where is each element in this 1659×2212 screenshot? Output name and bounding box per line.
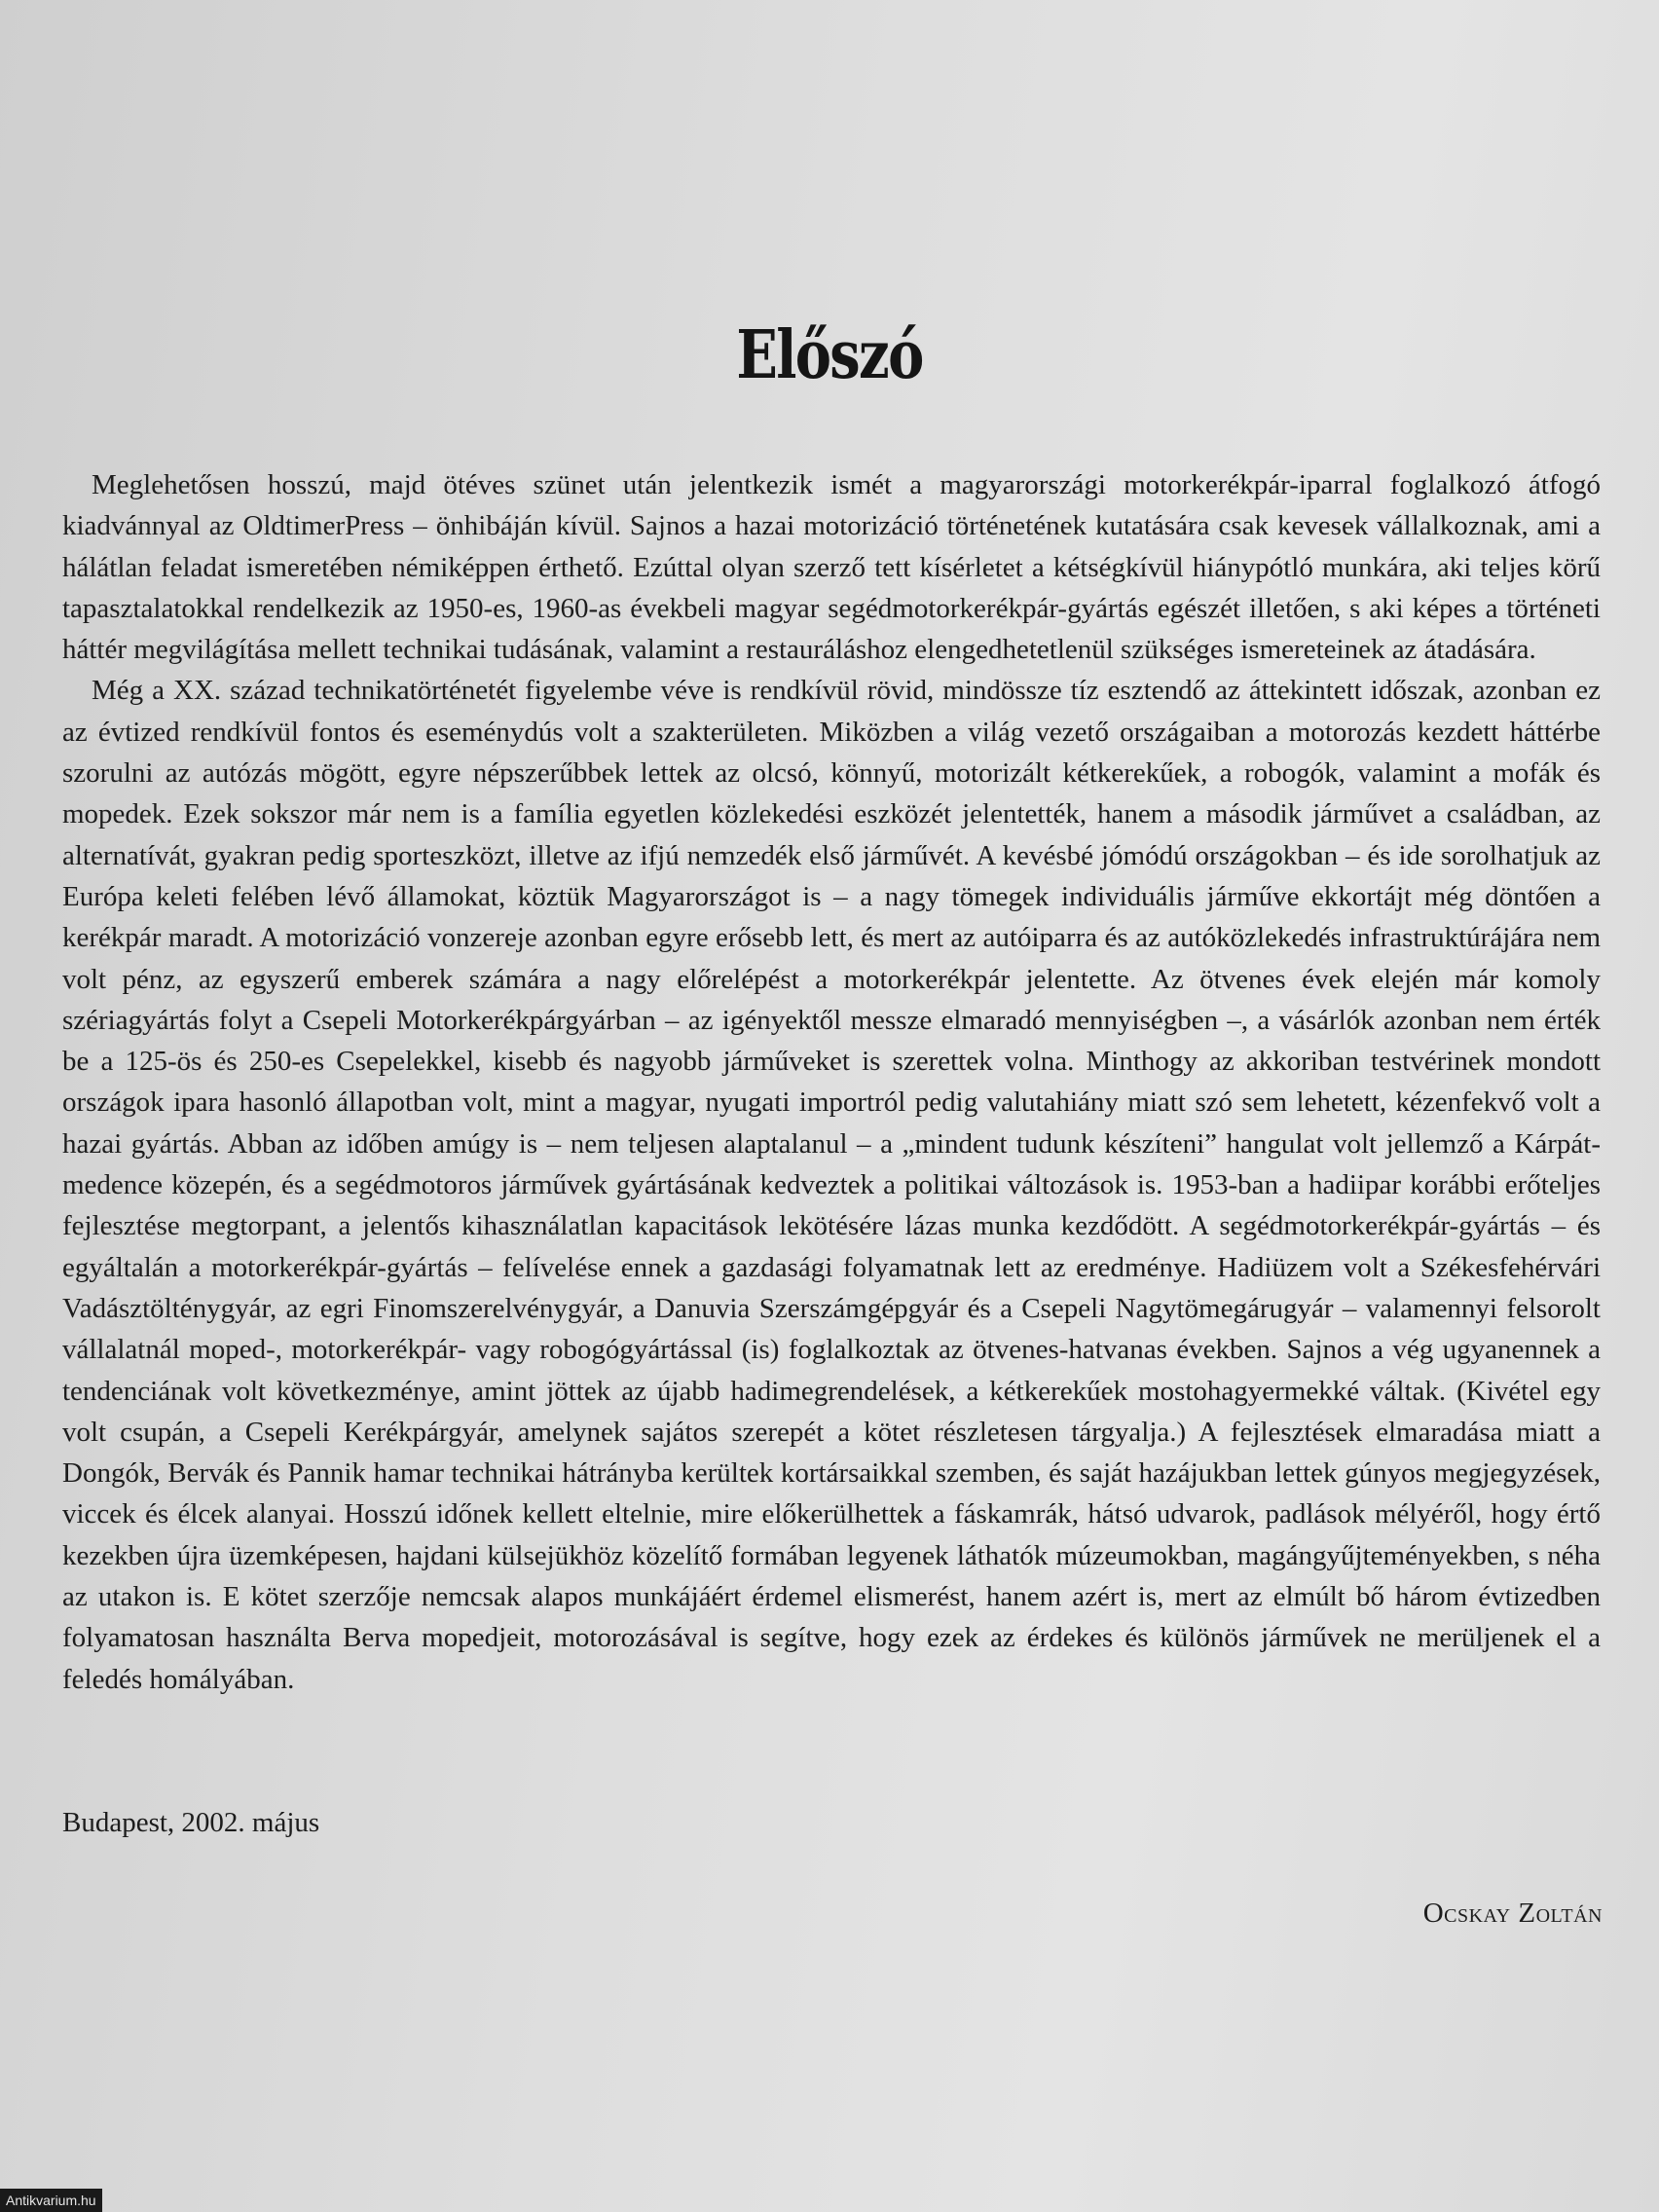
foreword-body	[62, 464, 1601, 1700]
paragraph-2: Még a XX. század technikatörténetét figyelembe véve is rendkívül rövid, mindössze tíz esztendő az áttekintett időszak, azonban ez az évtized rendkívül fontos és eseménydús volt a szakterületen. Miközben a világ vezető országaiban a motorozás kezdett háttérbe szorulni az autózás mögött, egyre népszerűbbek lettek az olcsó, könnyű, motorizált kétkerekűek, a robogók, valamint a mofák és mopedek. Ezek sokszor már nem is a família egyetlen közlekedési eszközét jelentették, hanem a második járművet a családban, az alternatívát, gyakran pedig sporteszközt, illetve az ifjú nemzedék első járművét. A kevésbé jómódú országokban – és ide sorolhatjuk az Európa keleti felében lévő államokat, köztük Magyarországot is – a nagy tömegek individuális járműve ekkortájt még döntően a kerékpár maradt. A motorizáció vonzereje azonban egyre erősebb lett, és mert az autóiparra és az autóközlekedés infrastruktúrájára nem volt pénz, az egyszerű emberek számára a nagy előrelépést a motorkerékpár jelentette. Az ötvenes évek elején már komoly szériagyártás folyt a Csepeli Motorkerékpárgyárban – az igényektől messze elmaradó mennyiségben –, a vásárlók azonban nem érték be a 125-ös és 250-es Csepelekkel, kisebb és nagyobb járműveket is szerettek volna. Minthogy az akkoriban testvérinek mondott országok ipara hasonló állapotban volt, mint a magyar, nyugati importról pedig valutahiány miatt szó sem lehetett, kézenfekvő volt a hazai gyártás. Abban az időben amúgy is – nem teljesen alaptalanul – a „mindent tudunk készíteni” hangulat volt jellemző a Kárpát-medence közepén, és a segédmotoros járművek gyártásának kedveztek a politikai változások is. 1953-ban a hadiipar korábbi erőteljes fejlesztése megtorpant, a jelentős kihasználatlan kapacitások lekötésére lázas munka kezdődött. A segédmotorkerékpár-gyártás – és egyáltalán a motorkerékpár-gyártás – felívelése ennek a gazdasági folyamatnak lett az eredménye. Hadiüzem volt a Székesfehérvári Vadásztölténygyár, az egri Finomszerelvénygyár, a Danuvia Szerszámgépgyár és a Csepeli Nagytömegárugyár – valamennyi felsorolt vállalatnál moped-, motorkerékpár- vagy robogógyártással (is) foglalkoztak az ötvenes-hatvanas években. Sajnos a vég ugyanennek a tendenciának volt következménye, amint jöttek az újabb hadimegrendelések, a kétkerekűek mostohagyermekké váltak. (Kivétel egy volt csupán, a Csepeli Kerékpárgyár, amelynek sajátos szerepét a kötet részletesen tárgyalja.) A fejlesztések elmaradása miatt a Dongók, Bervák és Pannik hamar technikai hátrányba kerültek kortársaikkal szemben, és saját hazájukban lettek gúnyos megjegyzések, viccek és élcek alanyai. Hosszú időnek kellett eltelnie, mire előkerülhettek a fáskamrák, hátsó udvarok, padlások mélyéről, hogy értő kezekben újra üzemképesen, hajdani külsejükhöz közelítő formában legyenek láthatók múzeumokban, magángyűjteményekben, s néha az utakon is. E kötet szerzője nemcsak alapos munkájáért érdemel elismerést, hanem azért is, mert az elmúlt bő három évtizedben folyamatosan használta Berva mopedjeit, motorozásával is segítve, hogy ezek az érdekes és különös járművek ne merüljenek el a feledés homályában.	[62, 675, 1601, 1695]
page-title: Előszó	[736, 316, 923, 394]
author-signature: Ocskay Zoltán	[1422, 1898, 1603, 1929]
paragraph-1: Meglehetősen hosszú, majd ötéves szünet után jelentkezik ismét a magyarországi motorkerékpár-iparral foglalkozó átfogó kiadvánnyal az OldtimerPress – önhibáján kívül. Sajnos a hazai motorizáció történetének kutatására csak kevesek vállalkoznak, ami a hálátlan feladat ismeretében némiképpen érthető. Ezúttal olyan szerző tett kísérletet a kétségkívül hiánypótló munkára, aki teljes körű tapasztalatokkal rendelkezik az 1950-es, 1960-as évekbeli magyar segédmotorkerékpár-gyártás egészét illetően, s aki képes a történeti háttér megvilágítása mellett technikai tudásának, valamint a restauráláshoz elengedhetetlenül szükséges ismereteinek az átadására.	[62, 469, 1601, 666]
watermark: Antikvarium.hu	[0, 2189, 102, 2212]
place-date: Budapest, 2002. május	[62, 1807, 320, 1838]
